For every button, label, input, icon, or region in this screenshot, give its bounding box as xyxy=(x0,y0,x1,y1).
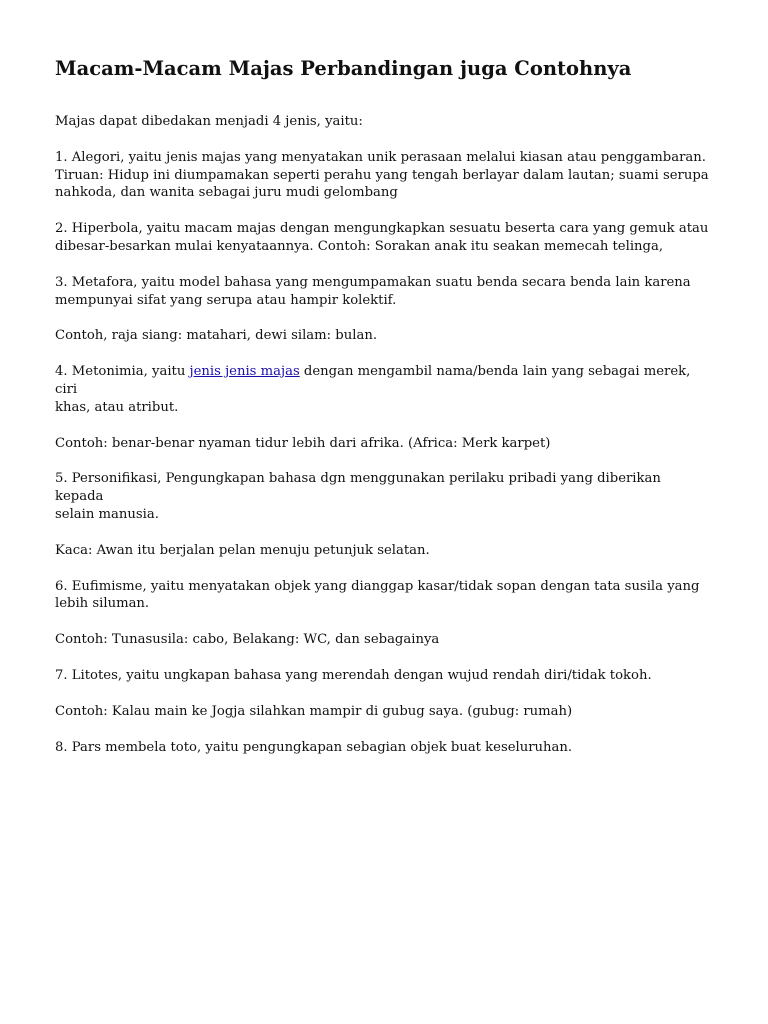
paragraph-line: 6. Eufimisme, yaitu menyatakan objek yang dianggap kasar/tidak sopan dengan tata susila yang xyxy=(55,578,700,594)
paragraph-metonimia xyxy=(55,363,713,416)
paragraph-text: 4. Metonimia, yaitu xyxy=(55,364,190,380)
paragraph-line: Tiruan: Hidup ini diumpamakan seperti perahu yang tengah berlayar dalam lautan; suami serupa xyxy=(55,167,709,183)
paragraph-alegori xyxy=(55,149,713,202)
document-title: Macam-Macam Majas Perbandingan juga Contohnya xyxy=(55,57,632,80)
paragraph-pars-pro-toto: 8. Pars membela toto, yaitu pengungkapan sebagian objek buat keseluruhan. xyxy=(55,739,573,755)
paragraph-line: lebih siluman. xyxy=(55,596,150,612)
paragraph-line: nahkoda, dan wanita sebagai juru mudi gelombang xyxy=(55,185,398,201)
paragraph-line: 5. Personifikasi, Pengungkapan bahasa dgn menggunakan perilaku pribadi yang diberikan kepada xyxy=(55,471,661,505)
paragraph-line: 3. Metafora, yaitu model bahasa yang mengumpamakan suatu benda secara benda lain karena xyxy=(55,274,691,290)
paragraph-litotes: 7. Litotes, yaitu ungkapan bahasa yang merendah dengan wujud rendah diri/tidak tokoh. xyxy=(55,667,652,683)
paragraph-metonimia-example: Contoh: benar-benar nyaman tidur lebih dari afrika. (Africa: Merk karpet) xyxy=(55,435,551,451)
paragraph-eufimisme-example: Contoh: Tunasusila: cabo, Belakang: WC, dan sebagainya xyxy=(55,632,440,648)
paragraph-personifikasi-example: Kaca: Awan itu berjalan pelan menuju petunjuk selatan. xyxy=(55,542,430,558)
paragraph-litotes-example: Contoh: Kalau main ke Jogja silahkan mampir di gubug saya. (gubug: rumah) xyxy=(55,703,573,719)
paragraph-line: selain manusia. xyxy=(55,506,159,522)
paragraph-metafora xyxy=(55,274,713,310)
paragraph-personifikasi xyxy=(55,470,713,523)
paragraph-hiperbola xyxy=(55,220,713,256)
paragraph-metafora-example: Contoh, raja siang: matahari, dewi silam: bulan. xyxy=(55,328,378,344)
paragraph-eufimisme xyxy=(55,578,713,614)
paragraph-line: dibesar-besarkan mulai kenyataannya. Contoh: Sorakan anak itu seakan memecah telinga, xyxy=(55,238,664,254)
jenis-majas-link[interactable]: jenis jenis majas xyxy=(189,364,300,380)
paragraph-line: 2. Hiperbola, yaitu macam majas dengan mengungkapkan sesuatu beserta cara yang gemuk atau xyxy=(55,221,709,237)
paragraph-intro: Majas dapat dibedakan menjadi 4 jenis, yaitu: xyxy=(55,114,363,129)
paragraph-text: dengan mengambil nama/benda lain yang sebagai merek, ciri xyxy=(55,364,691,397)
paragraph-line: 1. Alegori, yaitu jenis majas yang menyatakan unik perasaan melalui kiasan atau penggambaran. xyxy=(55,149,706,165)
paragraph-line: khas, atau atribut. xyxy=(55,399,179,415)
paragraph-line: mempunyai sifat yang serupa atau hampir kolektif. xyxy=(55,292,397,308)
